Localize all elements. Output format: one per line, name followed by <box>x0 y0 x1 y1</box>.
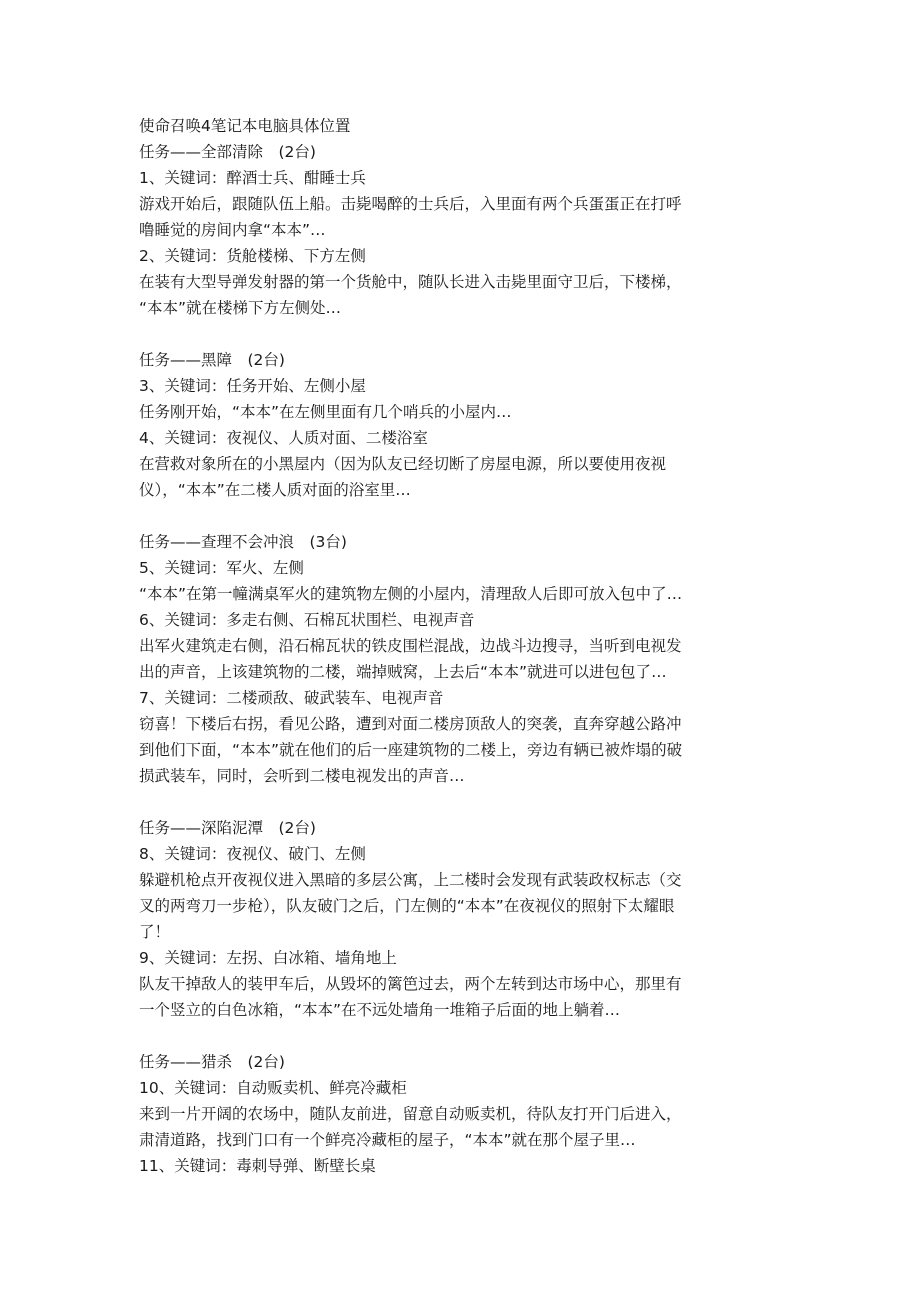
description-line: 一个竖立的白色冰箱，“本本”在不远处墙角一堆箱子后面的地上躺着… <box>139 1001 621 1019</box>
description-line: “本本”就在楼梯下方左侧处… <box>139 299 342 317</box>
mission-section <box>139 815 789 1023</box>
section-gap <box>139 789 789 815</box>
description-line: 任务刚开始，“本本”在左侧里面有几个哨兵的小屋内… <box>139 403 512 421</box>
description-line: 游戏开始后，跟随队伍上船。击毙喝醉的士兵后，入里面有两个兵蛋蛋正在打呼 <box>139 195 682 213</box>
mission-section <box>139 347 789 503</box>
keyword-line: 6、关键词：多走右侧、石棉瓦状围栏、电视声音 <box>139 611 475 629</box>
keyword-line: 3、关键词：任务开始、左侧小屋 <box>139 377 366 395</box>
document-page <box>139 113 789 1179</box>
mission-section <box>139 529 789 789</box>
description-line: “本本”在第一幢满桌军火的建筑物左侧的小屋内，清理敌人后即可放入包中了… <box>139 585 683 603</box>
mission-heading: 任务——深陷泥潭 (2台) <box>139 819 316 837</box>
keyword-line: 8、关键词：夜视仪、破门、左侧 <box>139 845 366 863</box>
description-line: 在装有大型导弹发射器的第一个货舱中，随队长进入击毙里面守卫后，下楼梯， <box>139 273 682 291</box>
mission-heading: 任务——猎杀 (2台) <box>139 1053 285 1071</box>
section-gap <box>139 321 789 347</box>
description-line: 到他们下面，“本本”就在他们的后一座建筑物的二楼上，旁边有辆已被炸塌的破 <box>139 741 683 759</box>
document-title: 使命召唤4笔记本电脑具体位置 <box>139 117 351 135</box>
description-line: 噜睡觉的房间内拿“本本”… <box>139 221 326 239</box>
description-line: 在营救对象所在的小黑屋内（因为队友已经切断了房屋电源，所以要使用夜视 <box>139 455 667 473</box>
description-line: 损武装车，同时，会听到二楼电视发出的声音… <box>139 767 465 785</box>
keyword-line: 9、关键词：左拐、白冰箱、墙角地上 <box>139 949 397 967</box>
keyword-line: 11、关键词：毒刺导弹、断壁长桌 <box>139 1157 376 1175</box>
description-line: 肃清道路，找到门口有一个鲜亮冷藏柜的屋子，“本本”就在那个屋子里… <box>139 1131 636 1149</box>
section-gap <box>139 503 789 529</box>
keyword-line: 2、关键词：货舱楼梯、下方左侧 <box>139 247 366 265</box>
description-line: 了！ <box>139 923 171 941</box>
mission-heading: 任务——全部清除 (2台) <box>139 143 316 161</box>
description-line: 叉的两弯刀一步枪），队友破门之后，门左侧的“本本”在夜视仪的照射下太耀眼 <box>139 897 675 915</box>
description-line: 队友干掉敌人的装甲车后，从毁坏的篱笆过去，两个左转到达市场中心，那里有 <box>139 975 682 993</box>
mission-section <box>139 139 789 321</box>
keyword-line: 1、关键词：醉酒士兵、酣睡士兵 <box>139 169 366 187</box>
description-line: 出军火建筑走右侧，沿石棉瓦状的铁皮围栏混战，边战斗边搜寻，当听到电视发 <box>139 637 682 655</box>
mission-section <box>139 1049 789 1179</box>
description-line: 仪），“本本”在二楼人质对面的浴室里… <box>139 481 411 499</box>
description-line: 躲避机枪点开夜视仪进入黑暗的多层公寓，上二楼时会发现有武装政权标志（交 <box>139 871 682 889</box>
description-line: 窃喜！下楼后右拐，看见公路，遭到对面二楼房顶敌人的突袭，直奔穿越公路冲 <box>139 715 682 733</box>
mission-heading: 任务——黑障 (2台) <box>139 351 285 369</box>
keyword-line: 10、关键词：自动贩卖机、鲜亮冷藏柜 <box>139 1079 407 1097</box>
description-line: 出的声音，上该建筑物的二楼，端掉贼窝，上去后“本本”就进可以进包包了… <box>139 663 667 681</box>
keyword-line: 5、关键词：军火、左侧 <box>139 559 304 577</box>
description-line: 来到一片开阔的农场中，随队友前进，留意自动贩卖机，待队友打开门后进入， <box>139 1105 682 1123</box>
keyword-line: 4、关键词：夜视仪、人质对面、二楼浴室 <box>139 429 428 447</box>
section-gap <box>139 1023 789 1049</box>
keyword-line: 7、关键词：二楼顽敌、破武装车、电视声音 <box>139 689 444 707</box>
mission-heading: 任务——查理不会冲浪 (3台) <box>139 533 347 551</box>
